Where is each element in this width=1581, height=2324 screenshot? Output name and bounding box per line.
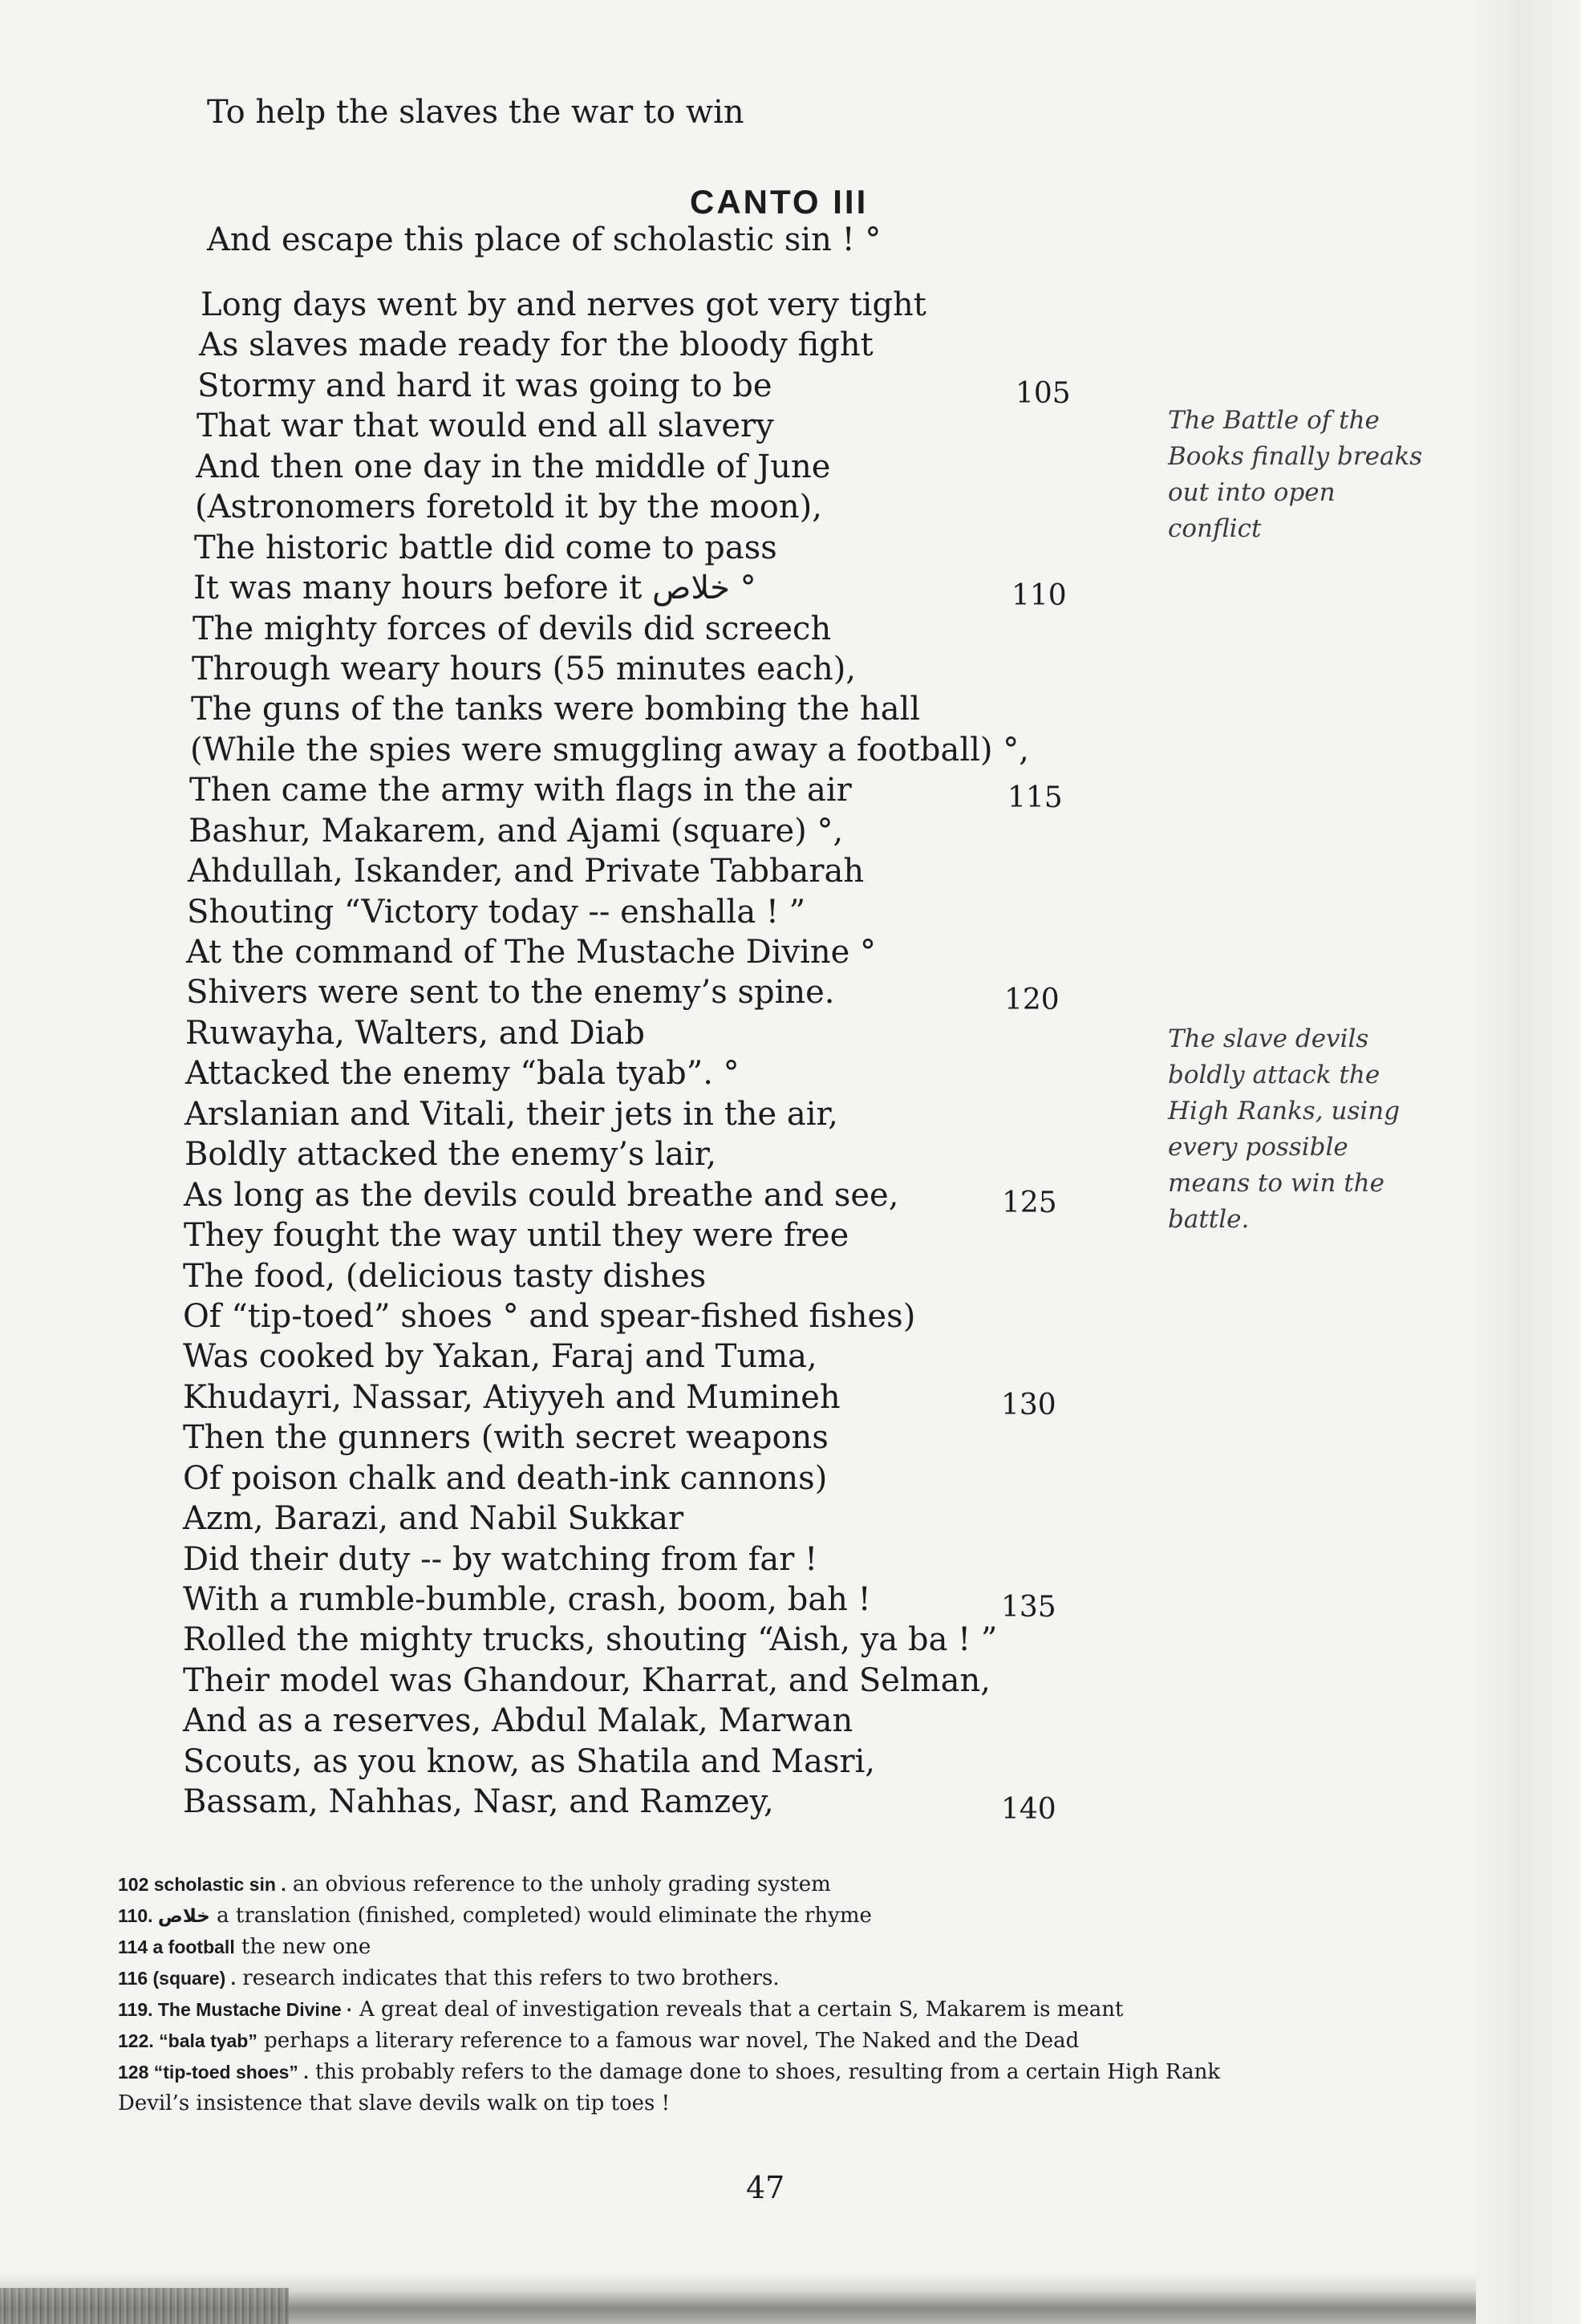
verse-line [185, 1013, 1084, 1053]
footnote-ref: 102 scholastic sin . [118, 1874, 286, 1895]
page-number: 47 [746, 2170, 785, 2205]
line-number: 140 [1001, 1793, 1056, 1827]
verse-text: Of poison chalk and death-ink cannons) [183, 1459, 828, 1497]
verse-text: It was many hours before it خلاص ° [193, 570, 756, 607]
verse-text: Shouting “Victory today -- enshalla ! ” [187, 893, 806, 931]
margin-gloss: The slave devils boldly attack the High Ranks, using every possible means to win the battle. [1168, 1024, 1401, 1234]
verse-line [185, 1053, 1084, 1093]
verse-line [186, 972, 1084, 1017]
line-number: 110 [1011, 579, 1067, 613]
footnote-text: an obvious reference to the unholy grading system [286, 1872, 831, 1896]
verse-text: The mighty forces of devils did screech [193, 610, 832, 647]
verse-line: To help the slaves the war to win [207, 94, 744, 131]
verse-line [183, 1499, 1081, 1539]
footnote-ref: 128 “tip-toed shoes” . [118, 2062, 309, 2083]
footnote-text: this probably refers to the damage done to shoes, resulting from a certain High Rank [308, 2060, 1221, 2084]
verse-line [192, 649, 1090, 689]
verse-line [193, 568, 1092, 613]
verse-line [184, 1134, 1083, 1174]
footnote-text: research indicates that this refers to two brothers. [236, 1966, 780, 1990]
verse-line [183, 1539, 1081, 1580]
verse-text: Then the gunners (with secret weapons [183, 1419, 829, 1457]
footnote-ref: 114 a football [118, 1937, 235, 1957]
verse-text: Stormy and hard it was going to be [197, 367, 772, 404]
verse-text: And then one day in the middle of June [196, 448, 831, 485]
verse-line: And escape this place of scholastic sin ! ° [207, 221, 882, 258]
verse-line [183, 1296, 1081, 1336]
footnote [118, 2088, 1433, 2119]
verse-text: Ruwayha, Walters, and Diab [185, 1014, 645, 1052]
verse-line [201, 285, 1099, 325]
verse-text: Through weary hours (55 minutes each), [192, 650, 857, 687]
canto-title: CANTO III [690, 183, 869, 221]
verse-line [183, 1336, 1081, 1377]
verse-text: They fought the way until they were free [184, 1217, 849, 1255]
verse-text: Scouts, as you know, as Shatila and Masri, [183, 1742, 876, 1780]
verse-line [183, 1377, 1081, 1422]
verse-line [195, 487, 1093, 527]
line-number: 125 [1002, 1186, 1057, 1219]
footnote-text: Devil’s insistence that slave devils walk on tip toes ! [118, 2091, 671, 2115]
verse-line [184, 1215, 1082, 1255]
footnote [118, 1869, 1433, 1900]
footnote-ref: 122. “bala tyab” [118, 2030, 257, 2051]
verse-line [189, 770, 1088, 815]
verse-text: Of “tip-toed” shoes ° and spear-fished fishes) [183, 1297, 916, 1335]
verse-line [194, 528, 1093, 568]
verse-text: Their model was Ghandour, Kharrat, and Selman, [183, 1661, 991, 1699]
verse-line [183, 1580, 1081, 1624]
verse-line [183, 1256, 1081, 1296]
verse-line [196, 447, 1094, 487]
verse-text: And as a reserves, Abdul Malak, Marwan [183, 1702, 853, 1740]
footnote-text: A great deal of investigation reveals that a certain S, Makarem is meant [352, 1998, 1124, 2022]
verse-line [184, 1094, 1083, 1134]
scan-shadow [0, 2288, 289, 2324]
verse-text: As long as the devils could breathe and see, [184, 1176, 899, 1214]
verse-text: (While the spies were smuggling away a football) °, [190, 731, 1029, 769]
verse-line [188, 851, 1086, 891]
verse-text: Was cooked by Yakan, Faraj and Tuma, [183, 1338, 817, 1376]
verse-line [183, 1620, 1081, 1660]
verse-line [183, 1661, 1081, 1701]
footnote-ref: 110. خلاص [118, 1905, 210, 1926]
line-number: 135 [1001, 1591, 1056, 1624]
verse-text: With a rumble-bumble, crash, boom, bah ! [183, 1581, 871, 1618]
footnote-text: perhaps a literary reference to a famous war novel, The Naked and the Dead [257, 2029, 1080, 2053]
footnote [118, 2057, 1433, 2088]
verse-line [190, 730, 1088, 770]
verse-text: That war that would end all slavery [197, 408, 774, 445]
verse-line [183, 1782, 1081, 1827]
verse-text: Ahdullah, Iskander, and Private Tabbarah [188, 853, 865, 890]
verse-text: Attacked the enemy “bala tyab”. ° [185, 1055, 740, 1093]
footnote-text: the new one [234, 1935, 371, 1959]
verse-text: Boldly attacked the enemy’s lair, [184, 1136, 717, 1174]
verse-line [183, 1742, 1081, 1782]
verse-text: At the command of The Mustache Divine ° [186, 934, 877, 971]
verse-text: Long days went by and nerves got very tight [201, 286, 926, 323]
footnote-ref: 119. The Mustache Divine · [118, 1999, 353, 2020]
verse-text: Rolled the mighty trucks, shouting “Aish, ya ba ! ” [183, 1621, 998, 1659]
verse-line [189, 811, 1087, 851]
verse-block [183, 285, 1084, 1827]
line-number: 115 [1007, 781, 1063, 815]
binding-edge [1476, 0, 1581, 2324]
verse-line [191, 689, 1089, 729]
verse-text: Azm, Barazi, and Nabil Sukkar [183, 1500, 684, 1538]
footnote [118, 1963, 1433, 1994]
verse-line [197, 366, 1096, 410]
footnote-text: a translation (finished, completed) would eliminate the rhyme [209, 1904, 872, 1928]
verse-text: Khudayri, Nassar, Atiyyeh and Mumineh [183, 1378, 841, 1416]
verse-line [197, 406, 1095, 446]
footnote-ref: 116 (square) . [118, 1968, 237, 1989]
verse-text: Bashur, Makarem, and Ajami (square) °, [189, 812, 844, 850]
footnote [118, 1932, 1433, 1963]
line-number: 105 [1015, 376, 1071, 410]
verse-text: Did their duty -- by watching from far ! [183, 1540, 818, 1578]
margin-gloss: The Battle of the Books finally breaks out into open conflict [1168, 406, 1423, 543]
verse-line [183, 1701, 1081, 1741]
verse-text: Arslanian and Vitali, their jets in the air, [184, 1095, 838, 1133]
verse-line [186, 932, 1084, 972]
footnote [118, 1900, 1433, 1932]
verse-text: (Astronomers foretold it by the moon), [195, 489, 822, 526]
verse-text: The historic battle did come to pass [194, 529, 777, 566]
line-number: 130 [1001, 1388, 1056, 1422]
verse-text: The guns of the tanks were bombing the hall [191, 691, 921, 728]
verse-text: The food, (delicious tasty dishes [183, 1257, 707, 1295]
verse-line [187, 892, 1085, 932]
footnotes [118, 1869, 1433, 2119]
footnote [118, 1994, 1433, 2026]
verse-text: Shivers were sent to the enemy’s spine. [186, 974, 835, 1012]
verse-line [184, 1175, 1082, 1219]
verse-line [193, 609, 1091, 649]
verse-line [183, 1418, 1081, 1458]
verse-line [183, 1458, 1081, 1499]
verse-text: Bassam, Nahhas, Nasr, and Ramzey, [183, 1783, 774, 1821]
verse-text: Then came the army with flags in the air [189, 772, 852, 809]
line-number: 120 [1004, 984, 1060, 1017]
verse-line [199, 325, 1097, 365]
footnote [118, 2026, 1433, 2057]
verse-text: As slaves made ready for the bloody fight [199, 326, 874, 364]
